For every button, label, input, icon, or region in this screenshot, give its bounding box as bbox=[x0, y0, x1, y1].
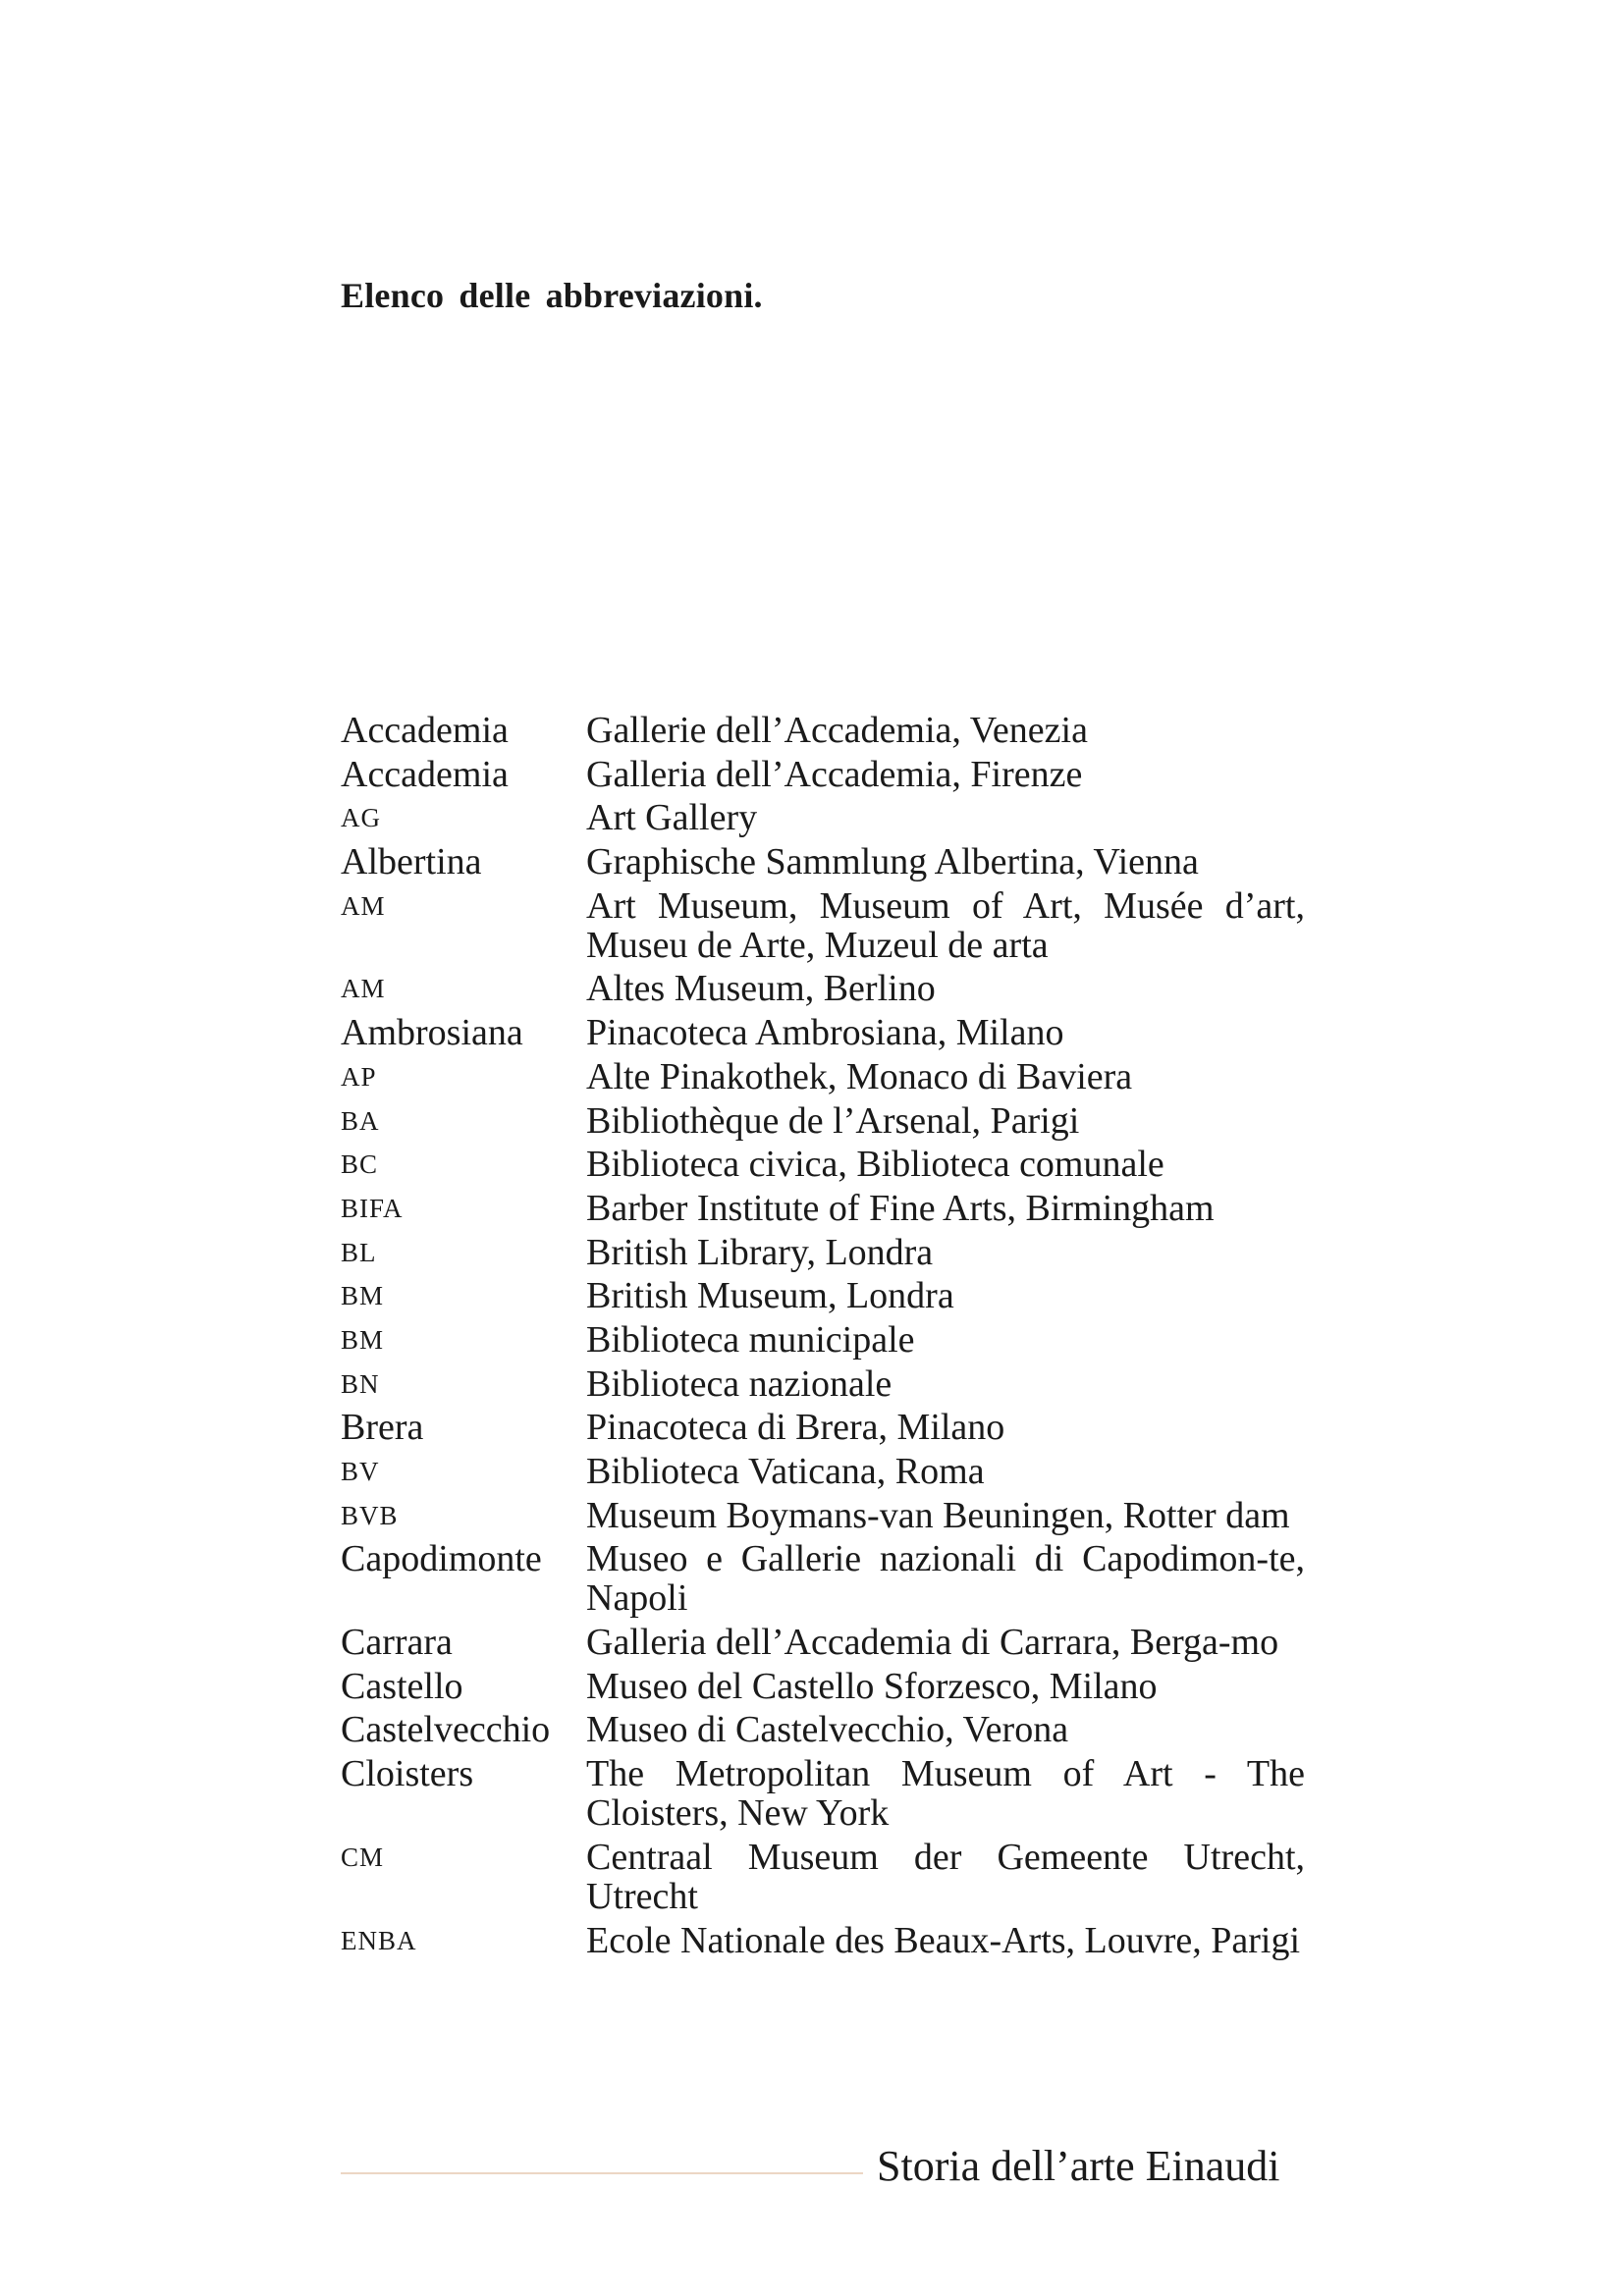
abbreviation-term: ENBA bbox=[341, 1925, 417, 1955]
abbreviation-definition: Galleria dell’Accademia di Carrara, Berga-mo bbox=[586, 1622, 1279, 1664]
abbreviation-row bbox=[341, 1013, 1305, 1057]
abbreviation-term: Carrara bbox=[341, 1622, 453, 1664]
abbreviation-term: BIFA bbox=[341, 1193, 404, 1223]
abbreviation-row bbox=[341, 798, 1305, 842]
abbreviation-term: Capodimonte bbox=[341, 1538, 542, 1580]
abbreviation-row bbox=[341, 1452, 1305, 1496]
abbreviation-definition: Pinacoteca Ambrosiana, Milano bbox=[586, 1012, 1064, 1054]
abbreviation-row bbox=[341, 1921, 1305, 1965]
abbreviation-row bbox=[341, 1623, 1305, 1667]
abbreviation-definition: Biblioteca civica, Biblioteca comunale bbox=[586, 1144, 1164, 1186]
abbreviation-definition: Galleria dell’Accademia, Firenze bbox=[586, 753, 1083, 795]
page-heading: Elenco delle abbreviazioni. bbox=[341, 276, 763, 315]
abbreviation-term: Accademia bbox=[341, 710, 509, 751]
abbreviation-definition: Museo e Gallerie nazionali di Capodimon-te, Napoli bbox=[586, 1538, 1305, 1620]
abbreviation-row bbox=[341, 1754, 1305, 1838]
abbreviation-term: Ambrosiana bbox=[341, 1012, 523, 1054]
abbreviation-row bbox=[341, 1189, 1305, 1233]
abbreviation-definition: Biblioteca Vaticana, Roma bbox=[586, 1451, 985, 1492]
abbreviation-term: Cloisters bbox=[341, 1753, 474, 1795]
abbreviation-row bbox=[341, 1364, 1305, 1409]
abbreviation-row bbox=[341, 1320, 1305, 1364]
abbreviation-definition: Museo di Castelvecchio, Verona bbox=[586, 1709, 1069, 1751]
footer-rule bbox=[341, 2172, 863, 2174]
abbreviation-term: CM bbox=[341, 1842, 385, 1872]
abbreviation-term: BM bbox=[341, 1324, 385, 1355]
abbreviation-definition: Art Museum, Museum of Art, Musée d’art, Museu de Arte, Muzeul de arta bbox=[586, 884, 1305, 966]
abbreviation-definition: Pinacoteca di Brera, Milano bbox=[586, 1407, 1005, 1449]
abbreviation-row bbox=[341, 842, 1305, 886]
abbreviation-term: BVB bbox=[341, 1500, 399, 1530]
abbreviation-definition: British Library, Londra bbox=[586, 1231, 934, 1273]
abbreviation-row bbox=[341, 1667, 1305, 1711]
abbreviation-row bbox=[341, 755, 1305, 799]
abbreviation-definition: Centraal Museum der Gemeente Utrecht, Utrecht bbox=[586, 1836, 1305, 1917]
abbreviation-definition: Altes Museum, Berlino bbox=[586, 968, 936, 1010]
abbreviation-definition: Biblioteca municipale bbox=[586, 1318, 915, 1361]
abbreviation-row bbox=[341, 1710, 1305, 1754]
abbreviation-term: BV bbox=[341, 1457, 380, 1486]
abbreviation-term: BL bbox=[341, 1237, 377, 1267]
abbreviation-row bbox=[341, 1838, 1305, 1921]
abbreviation-term: Castelvecchio bbox=[341, 1709, 551, 1751]
abbreviation-term: AM bbox=[341, 890, 386, 921]
abbreviation-row bbox=[341, 886, 1305, 970]
abbreviation-row bbox=[341, 1145, 1305, 1189]
abbreviation-list bbox=[341, 711, 1305, 1964]
abbreviation-row bbox=[341, 1408, 1305, 1452]
abbreviation-row bbox=[341, 711, 1305, 755]
abbreviation-row bbox=[341, 1539, 1305, 1623]
abbreviation-term: BA bbox=[341, 1105, 380, 1136]
abbreviation-definition: British Museum, Londra bbox=[586, 1275, 954, 1317]
abbreviation-definition: Art Gallery bbox=[586, 797, 758, 839]
abbreviation-term: Accademia bbox=[341, 753, 509, 795]
abbreviation-definition: Graphische Sammlung Albertina, Vienna bbox=[586, 841, 1199, 883]
abbreviation-definition: Barber Institute of Fine Arts, Birmingham bbox=[586, 1187, 1215, 1229]
abbreviation-row bbox=[341, 1233, 1305, 1277]
footer-title: Storia dell’arte Einaudi bbox=[877, 2142, 1280, 2190]
abbreviation-table bbox=[341, 711, 1305, 1964]
abbreviation-term: AG bbox=[341, 803, 381, 833]
abbreviation-row bbox=[341, 1057, 1305, 1101]
abbreviation-definition: The Metropolitan Museum of Art - The Cloisters, New York bbox=[586, 1753, 1305, 1835]
abbreviation-term: BC bbox=[341, 1149, 379, 1180]
abbreviation-definition: Museo del Castello Sforzesco, Milano bbox=[586, 1665, 1158, 1707]
abbreviation-row bbox=[341, 1276, 1305, 1320]
abbreviation-row bbox=[341, 1496, 1305, 1540]
abbreviation-definition: Bibliothèque de l’Arsenal, Parigi bbox=[586, 1099, 1080, 1142]
abbreviation-row bbox=[341, 969, 1305, 1013]
abbreviation-definition: Biblioteca nazionale bbox=[586, 1362, 893, 1405]
abbreviation-term: Brera bbox=[341, 1407, 424, 1449]
abbreviation-term: BN bbox=[341, 1368, 380, 1399]
abbreviation-definition: Gallerie dell’Accademia, Venezia bbox=[586, 710, 1088, 751]
abbreviation-definition: Museum Boymans-van Beuningen, Rotter dam bbox=[586, 1494, 1290, 1536]
abbreviation-definition: Alte Pinakothek, Monaco di Baviera bbox=[586, 1055, 1133, 1097]
abbreviation-definition: Ecole Nationale des Beaux-Arts, Louvre, Parigi bbox=[586, 1919, 1301, 1961]
abbreviation-row bbox=[341, 1101, 1305, 1146]
abbreviation-term: Albertina bbox=[341, 841, 482, 883]
abbreviation-term: AP bbox=[341, 1061, 377, 1092]
abbreviation-term: BM bbox=[341, 1281, 385, 1311]
abbreviation-term: AM bbox=[341, 974, 386, 1004]
abbreviation-term: Castello bbox=[341, 1665, 463, 1707]
